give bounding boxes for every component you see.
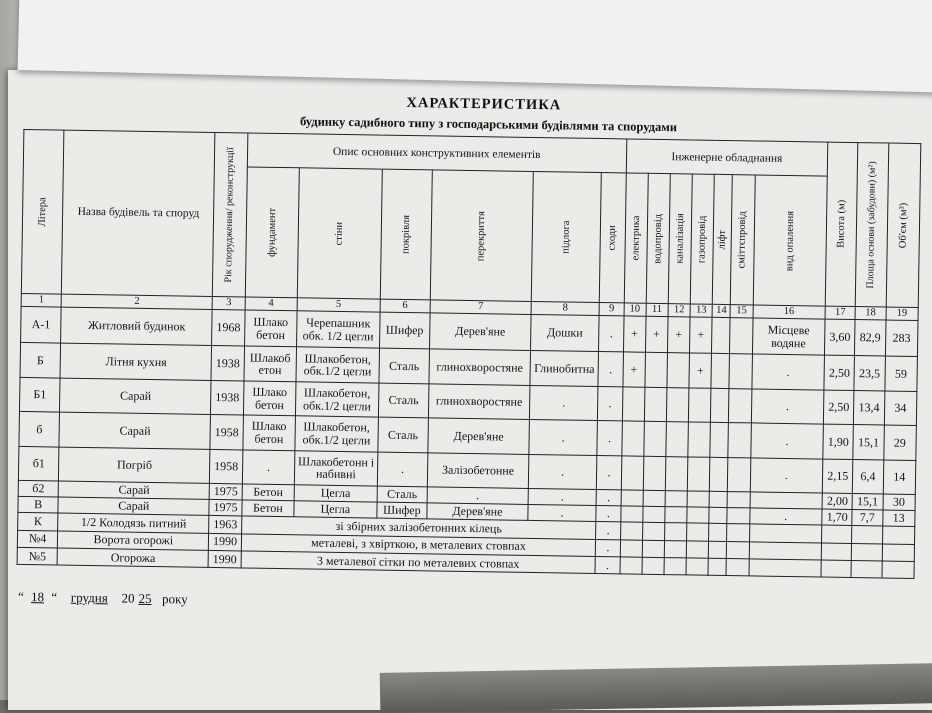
cell-stairs: .	[596, 490, 621, 507]
cell-roof: Шифер	[379, 312, 430, 349]
cell-electric	[621, 490, 643, 507]
cell-lift	[709, 507, 727, 523]
header-sewer: каналізація	[668, 174, 692, 304]
cell-building-name: Погріб	[59, 447, 211, 484]
cell-volume: 29	[883, 425, 916, 460]
column-number: 19	[886, 307, 919, 321]
cell-walls: Шлакобетонн і набивні	[294, 450, 377, 486]
cell-height: 1,70	[822, 509, 852, 526]
cell-litera: Б1	[19, 377, 60, 412]
cell-empty	[664, 557, 686, 575]
cell-ground-floor: Дошки	[530, 314, 599, 351]
cell-stairs: .	[597, 455, 622, 490]
cell-volume: 34	[884, 391, 917, 426]
cell-empty	[708, 541, 726, 558]
column-number: 15	[730, 304, 752, 318]
cell-litera: А-1	[21, 306, 62, 343]
column-number: 11	[646, 303, 668, 317]
cell-empty	[882, 544, 915, 562]
cell-building-name: Сарай	[58, 497, 209, 516]
cell-year: 1975	[210, 483, 242, 500]
cell-gas	[688, 388, 711, 423]
cell-lift	[710, 457, 729, 492]
cell-height: 1,90	[823, 424, 854, 459]
cell-heating: Місцеве водяне	[752, 318, 825, 356]
cell-gas	[687, 507, 709, 524]
column-number: 18	[855, 306, 885, 320]
cell-volume: 59	[884, 356, 917, 391]
cell-empty	[882, 526, 915, 544]
cell-trash	[727, 492, 749, 509]
cell-height: 2,50	[823, 390, 854, 425]
cell-foundation: .	[242, 450, 295, 485]
date-year-word: року	[161, 591, 188, 607]
cell-empty	[664, 540, 686, 558]
cell-empty	[727, 541, 749, 559]
cell-ground-floor: .	[528, 488, 597, 505]
column-number: 7	[430, 300, 531, 315]
cell-gas: +	[690, 317, 713, 354]
cell-area: 15,1	[852, 494, 882, 511]
header-constructive-group: Опис основних конструктивних елементів	[247, 133, 626, 173]
header-volume: Об'єм (м³)	[886, 143, 921, 307]
cell-walls: Черепашник обк. 1/2 цегли	[297, 311, 380, 349]
cell-roof: .	[377, 452, 428, 487]
cell-ground-floor: .	[528, 454, 597, 489]
cell-walls: Шлакобетон, обк.1/2 цегли	[295, 416, 378, 452]
cell-empty	[686, 558, 708, 576]
cell-building-name: Сарай	[59, 412, 211, 449]
cell-volume: 13	[882, 510, 915, 527]
cell-ground-floor: .	[529, 385, 598, 420]
cell-empty	[852, 526, 882, 544]
column-number: 16	[753, 305, 826, 319]
cell-floors: глинохворостяне	[429, 384, 530, 420]
cell-volume: 30	[883, 494, 916, 511]
cell-empty	[686, 540, 708, 558]
date-line	[18, 589, 192, 608]
cell-height: 2,50	[824, 356, 855, 391]
cell-stairs: .	[595, 556, 620, 574]
cell-empty	[642, 557, 664, 575]
cell-gas	[688, 422, 711, 457]
cell-floors: глинохворостяне	[429, 349, 530, 385]
cell-empty	[821, 543, 851, 561]
column-number: 8	[531, 301, 600, 315]
cell-area: 13,4	[854, 390, 885, 425]
header-heating: вид опалення	[753, 175, 828, 306]
date-year-prefix: 20	[121, 590, 135, 606]
cell-empty	[687, 523, 709, 541]
cell-trash	[728, 423, 751, 458]
cell-volume: 14	[883, 460, 916, 495]
cell-area: 82,9	[855, 320, 886, 357]
date-month: грудня	[70, 589, 108, 606]
cell-water	[643, 456, 666, 491]
cell-empty	[749, 541, 822, 559]
cell-litera: №4	[17, 530, 58, 548]
cell-roof: Сталь	[378, 383, 429, 418]
header-area: Площа основи (забудови) (м²)	[856, 143, 889, 307]
cell-empty	[620, 539, 642, 557]
cell-floors: .	[427, 487, 528, 505]
cell-area: 23,5	[854, 356, 885, 391]
cell-water: +	[645, 316, 668, 353]
cell-empty	[642, 540, 664, 558]
cell-litera: Б	[20, 343, 61, 378]
column-number: 12	[668, 303, 690, 317]
column-number: 17	[825, 306, 855, 320]
cell-foundation: Шлако бетон	[244, 310, 297, 347]
cell-empty	[620, 557, 642, 575]
cell-empty	[642, 523, 664, 541]
cell-empty	[821, 560, 851, 578]
column-number: 9	[599, 302, 623, 316]
cell-sewer	[667, 353, 690, 388]
cell-stairs: .	[596, 506, 621, 523]
date-year-suffix: 25	[138, 590, 152, 607]
cell-heating: .	[751, 354, 824, 390]
cell-stairs: .	[598, 386, 623, 421]
cell-lift	[712, 317, 731, 354]
cell-sewer	[666, 422, 689, 457]
column-number: 4	[245, 297, 298, 311]
date-day: 18	[30, 589, 45, 605]
cell-year: 1990	[209, 550, 242, 568]
cell-electric: +	[623, 352, 646, 387]
cell-description: металеві, з хвірткою, в металевих стовпах	[241, 533, 596, 556]
cell-year: 1968	[212, 309, 245, 346]
cell-trash	[730, 318, 753, 355]
cell-litera: б	[19, 412, 60, 447]
cell-sewer	[665, 491, 687, 508]
cell-walls: Цегла	[294, 485, 377, 502]
cell-sewer	[666, 387, 689, 422]
cell-year: 1975	[209, 500, 241, 517]
column-number: 2	[61, 294, 212, 310]
cell-water	[644, 387, 667, 422]
cell-electric	[620, 506, 642, 523]
cell-litera: №5	[17, 547, 58, 565]
cell-empty	[852, 543, 882, 561]
cell-empty	[749, 524, 822, 542]
cell-year: 1938	[211, 380, 244, 415]
cell-trash	[727, 508, 749, 525]
date-open-quote: “	[17, 588, 24, 605]
header-floors: перекриття	[430, 170, 533, 301]
cell-area: 6,4	[853, 459, 884, 494]
cell-roof: Сталь	[378, 417, 429, 452]
cell-building-name: Житловий будинок	[61, 307, 213, 346]
header-lift: ліфт	[712, 175, 732, 305]
cell-description: 3 металевої сітки по металевих стовпах	[241, 551, 596, 574]
cell-foundation: Бетон	[242, 484, 295, 501]
cell-litera: К	[18, 513, 59, 531]
header-height: Висота (м)	[825, 142, 858, 306]
header-litera: Літера	[21, 129, 64, 293]
header-trash: сміттєпровід	[731, 175, 755, 305]
cell-trash	[729, 388, 752, 423]
cell-heating: .	[750, 458, 823, 494]
cell-building-name: Огорожа	[57, 548, 208, 568]
cell-roof: Сталь	[379, 349, 430, 384]
cell-electric	[621, 421, 644, 456]
cell-empty	[708, 558, 726, 576]
cell-sewer: +	[667, 317, 690, 354]
cell-empty	[709, 524, 727, 541]
cell-walls: Цегла	[294, 501, 377, 518]
cell-empty	[749, 559, 822, 577]
cell-ground-floor: Глинобитна	[530, 351, 599, 386]
cell-floors: Дерев'яне	[427, 503, 528, 521]
cell-sewer	[665, 456, 688, 491]
header-name: Назва будівель та споруд	[62, 130, 216, 296]
cell-height: 3,60	[825, 319, 856, 356]
cell-stairs: .	[597, 421, 622, 456]
date-close-quote: “	[51, 589, 58, 605]
header-year: Рік спорудження/ реконструкції	[213, 132, 248, 296]
header-water: водопровід	[646, 174, 670, 304]
cell-electric: +	[623, 316, 646, 353]
data-rows	[17, 306, 918, 578]
cell-water	[643, 490, 665, 507]
cell-empty	[726, 558, 748, 576]
cell-ground-floor: .	[529, 420, 598, 455]
cell-gas: +	[689, 353, 712, 388]
cell-height: 2,15	[822, 459, 853, 494]
cell-year: 1958	[210, 415, 243, 450]
cell-litera: б2	[18, 480, 59, 497]
cell-foundation: Шлако бетон	[243, 381, 296, 416]
cell-water	[645, 353, 668, 388]
cell-building-name: Сарай	[60, 378, 212, 415]
cell-roof: Шифер	[377, 502, 428, 519]
cell-year: 1990	[209, 533, 242, 551]
header-foundation: фундамент	[245, 167, 299, 297]
cell-description: зі збірних залізобетонних кілець	[241, 516, 596, 539]
cell-area: 15,1	[853, 425, 884, 460]
cell-lift	[711, 388, 730, 423]
header-electric: електрика	[624, 173, 648, 303]
document-subtitle: будинку садибного типу з господарськими будівлями та спорудами	[299, 114, 678, 135]
cell-building-name: Літня кухня	[60, 344, 212, 381]
cell-floors: Залізобетонне	[427, 452, 528, 488]
cell-building-name: Ворота огорожі	[58, 531, 209, 551]
cell-stairs: .	[598, 352, 623, 387]
column-number: 13	[690, 304, 712, 318]
cell-year: 1963	[209, 516, 242, 534]
cell-sewer	[665, 507, 687, 524]
cell-walls: Шлакобетон, обк.1/2 цегли	[296, 382, 379, 418]
header-engineering-group: Інженерне обладнання	[626, 139, 828, 177]
cell-lift	[709, 491, 727, 507]
cell-year: 1958	[210, 449, 243, 484]
cell-building-name: Сарай	[58, 481, 209, 500]
cell-roof: Сталь	[377, 486, 428, 503]
cell-litera: б1	[18, 446, 59, 481]
cell-heating	[750, 492, 823, 509]
column-number: 3	[213, 296, 245, 310]
header-walls: стіни	[297, 168, 382, 299]
cell-height: 2,00	[822, 493, 852, 510]
characteristics-table	[17, 129, 922, 579]
cell-heating: .	[751, 389, 824, 425]
cell-lift	[711, 354, 730, 389]
cell-foundation: Бетон	[242, 500, 295, 517]
cell-foundation: Шлакоб етон	[244, 346, 297, 381]
cell-water	[644, 421, 667, 456]
column-number: 6	[380, 299, 431, 313]
document-title: ХАРАКТЕРИСТИКА	[406, 94, 562, 114]
cell-heating: .	[750, 423, 823, 459]
cell-foundation: Шлако бетон	[243, 415, 296, 450]
cell-walls: Шлакобетон, обк.1/2 цегли	[296, 347, 379, 383]
cell-lift	[710, 423, 729, 458]
column-number: 1	[21, 293, 61, 307]
cell-year: 1938	[211, 346, 244, 381]
cell-stairs: .	[599, 316, 624, 353]
cell-trash	[729, 354, 752, 389]
cell-empty	[822, 525, 852, 543]
column-number: 14	[712, 304, 730, 317]
header-roof: покрівля	[380, 169, 432, 299]
cell-gas	[687, 491, 709, 508]
header-gas: газопровід	[690, 174, 714, 304]
cell-stairs: .	[596, 539, 621, 557]
cell-water	[643, 506, 665, 523]
cell-trash	[728, 457, 751, 492]
cell-empty	[851, 560, 881, 578]
cell-electric	[621, 456, 644, 491]
cell-building-name: 1/2 Колодязь питний	[58, 513, 209, 533]
cell-heating: .	[749, 508, 822, 525]
cell-floors: Дерев'яне	[430, 313, 531, 351]
cell-empty	[664, 523, 686, 541]
cell-floors: Дерев'яне	[428, 418, 529, 454]
cell-volume: 283	[885, 320, 918, 357]
cell-empty	[620, 522, 642, 540]
cell-area: 7,7	[852, 510, 882, 527]
column-number: 5	[297, 298, 380, 312]
cell-stairs: .	[596, 522, 621, 540]
cell-gas	[687, 457, 710, 492]
cell-empty	[882, 561, 915, 579]
cell-ground-floor: .	[528, 505, 597, 522]
header-stairs: сходи	[600, 173, 626, 303]
header-ground-floor: підлога	[531, 172, 602, 303]
cell-electric	[622, 387, 645, 422]
column-number: 10	[624, 303, 646, 317]
cell-empty	[727, 524, 749, 542]
cell-litera: В	[18, 497, 59, 514]
